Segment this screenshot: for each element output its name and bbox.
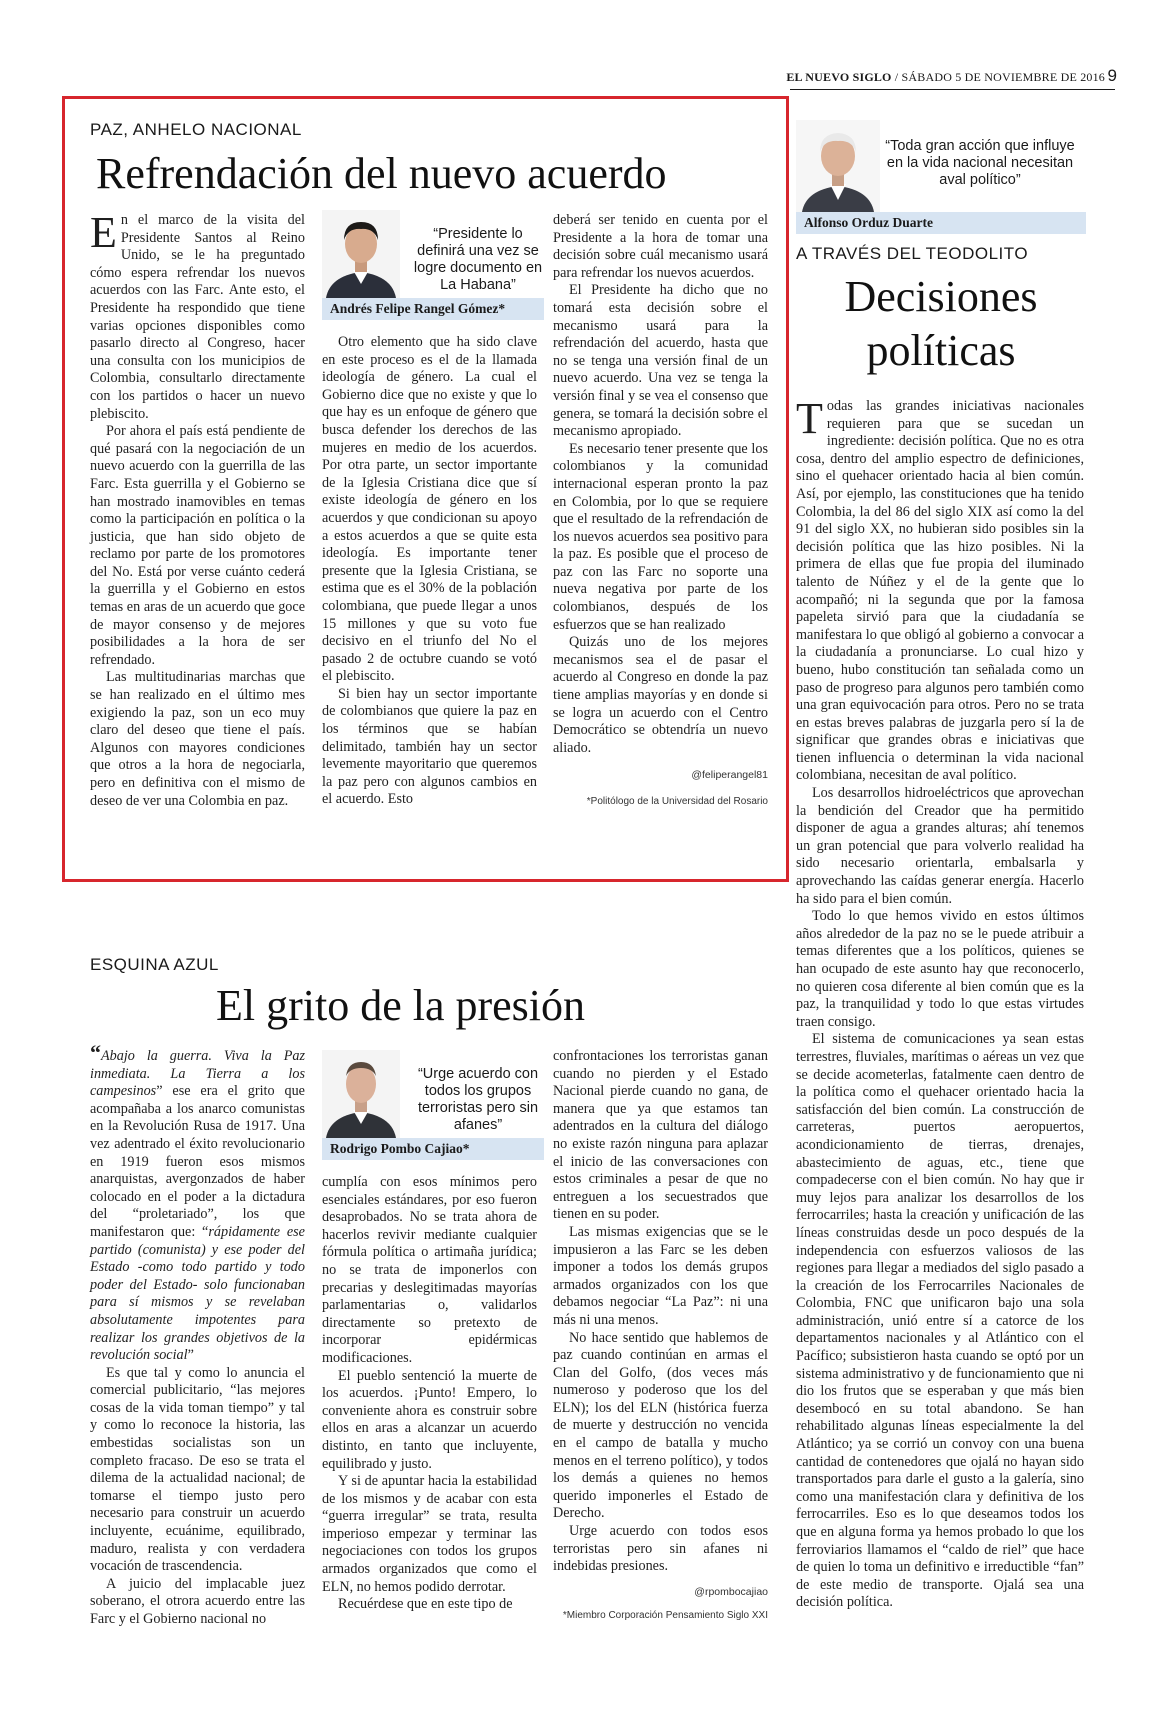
paragraph-text: odas las grandes iniciativas nacionales requieren para que se sucedan un ingrediente: decisión política. Que no es otra cosa, dentro del amplio espectro de definiciones, sino el quehacer orientado hacia al bien común. Así, por ejemplo, las constituciones que ha tenido Colombia, la del 86 del siglo XIX así como la del 91 del siglo XX, no hubieran sido posibles sin la decisión política que las hizo posibles. Ni la primera de ellas que fue propia del iluminado talento de Núñez y el de la gente que lo acompañó; ni la segunda que por la famosa papeleta sirvió para que la ciudadanía se manifestara lo que obligó al gobierno a convocar a la ciudadanía a pronunciarse. Lo cual hizo y bueno, hubo constitución tan señalada como un paso de progreso para algunos pero también como una gran equivocación para otros. Pero no se trata en estas breves palabras de juzgarla pero sí la de significar que grandes obras e iniciativas que tienen influencia o determinan la vida nacional colombiana, necesitan de aval político. [796, 398, 1084, 784]
article1-headline: Refrendación del nuevo acuerdo [96, 149, 667, 198]
article3-column-3 [553, 1048, 768, 1625]
article1-byline [322, 210, 542, 324]
article2-headline [796, 270, 1086, 378]
open-quote-mark: “ [90, 1040, 101, 1065]
article3-paragraph: El pueblo sentenció la muerte de los acuerdos. ¡Punto! Empero, lo conveniente ahora es construir sobre ellos en aras a alcanzar un acuerdo distinto, en tanto que incluyente, equilibrado y justo. [322, 1367, 537, 1472]
article1-paragraph: Si bien hay un sector importante de colombianos que quiere la paz en los términos que se habían delimitado, también hay un sector levemente mayoritario que queremos la paz pero con algunos cambios en el acuerdo. Esto [322, 685, 537, 808]
paragraph-text: n el marco de la visita del Presidente Santos al Reino Unido, se le ha preguntado cómo espera refrendar los nuevos acuerdos con las Farc. Ante esto, el Presidente ha respondido que tiene varias opciones disponibles como pasarlo directo al Congreso, hacer una consulta con los municipios de Colombia, consultarlo directamente con los partidos o hacer un nuevo plebiscito. [90, 212, 305, 422]
article3-paragraph: A juicio del implacable juez soberano, el otrora acuerdo entre las Farc y el Gobierno nacional no [90, 1575, 305, 1627]
author-credit: *Politólogo de la Universidad del Rosario [586, 796, 768, 807]
article1-paragraph: deberá ser tenido en cuenta por el Presidente a la hora de tomar una decisión sobre cuál mecanismo usará para refrendar los nuevos acuerdos. [553, 212, 768, 281]
article2-section-label: A TRAVÉS DEL TEODOLITO [796, 244, 1029, 263]
issue-date: / SÁBADO 5 DE NOVIEMBRE DE 2016 [891, 70, 1105, 84]
pull-quote: “Urge acuerdo con todos los grupos terroristas pero sin afanes” [417, 1066, 539, 1133]
masthead-rule [790, 89, 1115, 90]
article1-column-3 [553, 212, 768, 811]
article1-paragraph: Por ahora el país está pendiente de qué pasará con la negociación de un nuevo acuerdo con la guerrilla de las Farc. Esta guerrilla y el Gobierno se han mostrado inamovibles en temas como la participación en política o la justicia, que han sido objeto de reclamo por parte de los promotores del No. Está por verse cuánto cederá la guerrilla y el Gobierno en estos temas en aras de un acuerdo que goce de mayor consenso y de mejores posibilidades a la hora de ser refrendado. [90, 423, 305, 668]
article1-paragraph: Quizás uno de los mejores mecanismos sea el de pasar el acuerdo al Congreso en donde la paz tiene amplias mayorías y en donde si se logra un acuerdo con el Centro Democrático se obtendría un nuevo aliado. [553, 634, 768, 756]
article3-paragraph: Recuérdese que en este tipo de [338, 1596, 513, 1613]
article3-paragraph: Las mismas exigencias que se le impusieron a las Farc se les deben imponer a todos los demás grupos armados organizados con los que debamos negociar “La Paz”: ni una más ni una menos. [553, 1223, 768, 1328]
author-name: Andrés Felipe Rangel Gómez* [322, 298, 544, 320]
article3-paragraph: confrontaciones los terroristas ganan cuando no pierden y el Estado Nacional pierde cuando no gana, de manera que ya que estamos tan adentrados en la cultura del diálogo no existe razón ninguna para aplazar el inicio de las conversaciones con estos criminales a pesar de que no entreguen a los secuestrados que tienen en su poder. [553, 1048, 768, 1223]
article3-paragraph: Es que tal y como lo anuncia el comercial publicitario, “las mejores cosas de la vida toman tiempo” y tal y como lo reconoce la historia, las embestidas socialistas son un completo fracaso. De eso se trata el dilema de la actualidad nacional; de tomarse el tiempo justo pero necesario para construir un acuerdo incluyente, ecuánime, equilibrado, maduro, realista y con verdadera vocación de trascendencia. [90, 1364, 305, 1575]
author-photo [322, 1050, 400, 1138]
author-handle: @rpombocajiao [694, 1585, 768, 1598]
article1-column-1 [90, 208, 305, 810]
article3-paragraph [90, 1040, 305, 1365]
page-number: 9 [1107, 66, 1117, 85]
dropcap: E [90, 208, 117, 257]
article1-paragraph: Otro elemento que ha sido clave en este proceso es el de la llamada ideología de género. La cual el Gobierno dice que no existe y que lo que hay es un enfoque de género que busca defender los derechos de las mujeres en medio de los acuerdos. Por otra parte, un sector importante de la Iglesia Cristiana dice que sí existe ideología de género en los acuerdos y que condicionan su apoyo a estos acuerdos a que se quite esta ideología. Es importante tener presente que la Iglesia Cristiana, se estima que es el 30% de la población colombiana, que puede llegar a unos 15 millones y que su voto fue decisivo en el triunfo del No el pasado 2 de octubre cuando se votó el plebiscito. [322, 334, 537, 685]
article2-body [796, 394, 1084, 1612]
italic-quote: rápidamente ese partido (comunista) y ese poder del Estado -como todo partido y todo poder del Estado- solo funcionaban para sí mismos y se revelaban absolutamente impotentes para realizar los grandes objetivos de la revolución social [90, 1223, 305, 1364]
article3-column-1 [90, 1040, 305, 1629]
author-name: Alfonso Orduz Duarte [796, 212, 1086, 234]
article1-paragraph: El Presidente ha dicho que no tomará esta decisión sobre el mecanismo usará para la refrendación del acuerdo, hasta que no se tenga una versión final de un nuevo acuerdo. Una vez se tenga la versión final y se vea el consenso que genera, se tomará la decisión sobre el mecanismo apropiado. [553, 282, 768, 440]
pull-quote: “Presidente lo definirá una vez se logre documento en La Habana” [413, 226, 543, 293]
article1-paragraph: Las multitudinarias marchas que se han realizado en el último mes exigiendo la paz, son un eco muy claro del deseo que tiene el país. Algunos con mayores condiciones que otros a la hora de negociarla, pero en definitiva con el mismo de deseo de ver una Colombia en paz. [90, 669, 305, 809]
article3-paragraph: cumplía con esos mínimos pero esenciales estándares, por eso fueron desaprobados. No se trata ahora de hacerlos revivir mediante cualquier fórmula política o artimaña jurídica; no se trata de imponerlos con precarias y deslegitimadas mayorías parlamentarias o, validarlos directamente so pretexto de incorporar epidérmicas modificaciones. [322, 1174, 537, 1366]
author-photo [322, 210, 400, 298]
article1-paragraph [90, 208, 305, 423]
author-handle: @feliperangel81 [691, 769, 768, 782]
headline-line: Decisiones [844, 272, 1038, 321]
article2-paragraph: El sistema de comunicaciones ya sean estas terrestres, fluviales, marítimas o aéreas un vez que se decide acometerlas, fatalmente caen dentro de la política como el quehacer orientado hacia la satisfacción del bien común. La construcción de carreteras, puertos aeropuertos, acondicionamiento de tierras, drenajes, abastecimiento de aguas, etc., tiene que compadecerse con el bien común. No hay que ir muy lejos para analizar los desarrollos de los ferrocarriles; hasta la creación y unificación de las líneas construidas desde un poco después de la independencia con esfuerzos valiosos de las regiones para llegar a mediados del siglo pasado a la creación de los Ferrocarriles Nacionales de Colombia, FNC que unificaron bajo una sola administración, unió entre sí a catorce de los departamentos nacionales y al Atlántico con el Pacífico; subsistieron hasta cuando se optó por un sistema administrativo y de funcionamiento que ni dio los frutos que se esperaban y que más bien desembocó en su total abandono. Se han rehabilitado algunas líneas especialmente la del Atlántico; ya se corrió un convoy con una buena cantidad de contenedores que ojalá no hayan sido transportados para darle el gusto a la galería, sino como una manifestación clara y definitiva de los ferrocarriles. Eso es lo que deseamos todos los que en alguna forma ya hemos probado lo que los ferroviarios llamamos el “caldo de riel” que hace de quien lo toma un definitivo e irreductible “fan” de este medio de transporte. Ojalá sea una decisión política. [796, 1031, 1084, 1611]
dropcap: T [796, 394, 823, 443]
headline-line: políticas [866, 326, 1016, 375]
article2-paragraph [796, 394, 1084, 785]
article1-section-label: PAZ, ANHELO NACIONAL [90, 120, 302, 139]
article1-column-2 [322, 334, 537, 809]
italic-quote: Abajo la guerra. Viva la Paz inmediata. La Tierra a los campesinos [90, 1048, 305, 1100]
article3-headline: El grito de la presión [216, 981, 586, 1030]
article2-paragraph: Todo lo que hemos vivido en estos últimos años alrededor de la paz no se le puede atribuir a temas diferentes que a los políticos, quienes se han ocupado de este asunto hay que reconocerlo, no quieren cosa diferente al bien común que es la paz, la tranquilidad y todo lo que estas virtudes traen consigo. [796, 908, 1084, 1030]
masthead-paper [786, 70, 1105, 85]
article3-paragraph: Urge acuerdo con todos esos terroristas pero sin afanes ni indebidas presiones. [553, 1523, 768, 1575]
article3-column-2 [322, 1174, 537, 1614]
article3-paragraph: Y si de apuntar hacia la estabilidad de los mismos y de acabar con esta “guerra irregular” se trata, resulta imperioso empezar y terminar las negociaciones con todos los grupos armados organizados que como el ELN, no hemos podido derrotar. [322, 1473, 537, 1595]
article1-paragraph: Es necesario tener presente que los colombianos y la comunidad internacional esperan pronto la paz en Colombia, por lo que se requiere que el resultado de la refrendación de los nuevos acuerdos sea positivo para la paz. Es posible que el proceso de paz con las Farc no soporte una nueva negativa por parte de los colombianos, después de los esfuerzos que se han realizado [553, 440, 768, 633]
author-name: Rodrigo Pombo Cajiao* [322, 1138, 544, 1160]
article3-byline [322, 1050, 542, 1164]
paper-name: EL NUEVO SIGLO [786, 70, 892, 84]
paragraph-text: ” [187, 1347, 194, 1364]
article3-section-label: ESQUINA AZUL [90, 955, 219, 974]
pull-quote: “Toda gran acción que influye en la vida nacional necesitan aval político” [885, 138, 1075, 188]
article2-byline [796, 120, 1086, 234]
masthead [0, 66, 1165, 88]
author-photo [796, 120, 880, 212]
article2-paragraph: Los desarrollos hidroeléctricos que aprovechan la bendición del Creador que ha permitido disponer de agua a grandes alturas; ahí tenemos un gran potencial que para volverlo realidad ha sido necesario orientarla, embalsarla y aprovechando las caídas generar energía. Hacerlo ha sido para el bien común. [796, 785, 1084, 907]
article3-paragraph: No hace sentido que hablemos de paz cuando continúan en armas el Clan del Golfo, (dos veces más numeroso y poderoso que los del ELN); los del ELN (histórica fuerza de muerte y destrucción no vencida en el campo de batalla y mucho menos en el terreno político), y todos los demás a quienes no hemos querido imponerles el Estado de Derecho. [553, 1329, 768, 1522]
paragraph-text: ” ese era el grito que acompañaba a los anarco comunistas en la Revolución Rusa de 1917. Una vez adentrado el éxito revolucionario en 1919 fueron esos mismos anarquistas, avergonzados de haber colocado en el poder a la dictadura del “proletariado”, los que manifestaron que: “ [90, 1083, 305, 1240]
author-credit: *Miembro Corporación Pensamiento Siglo XXI [562, 1610, 768, 1622]
